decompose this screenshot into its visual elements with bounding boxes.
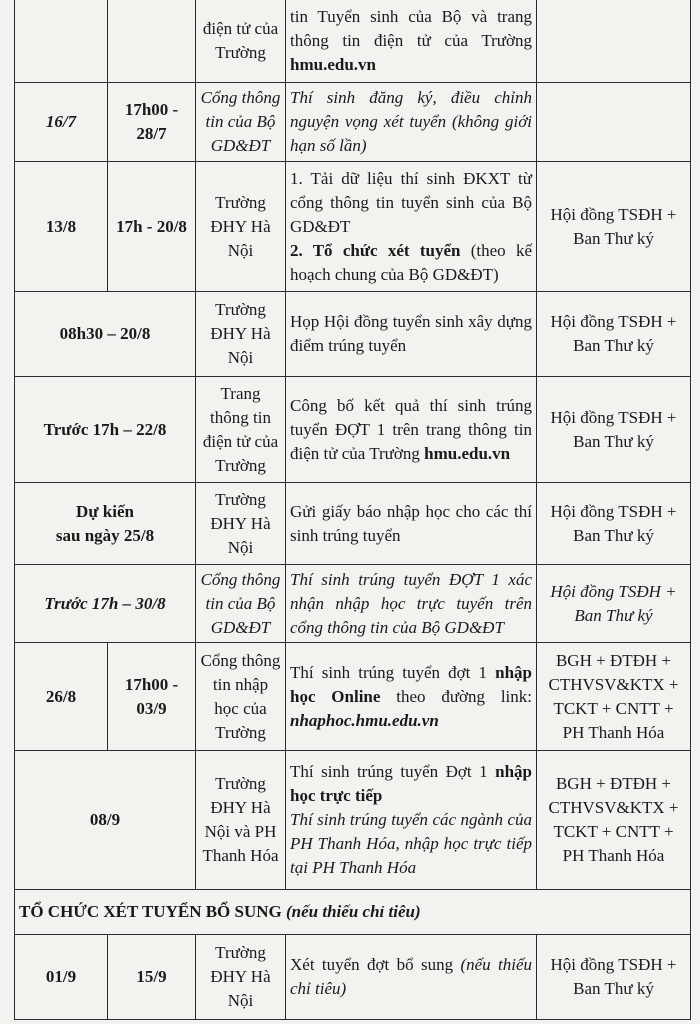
time-cell: 17h00 - 28/7 xyxy=(108,83,196,162)
content-cell: Gửi giấy báo nhập học cho các thí sinh trúng tuyển xyxy=(286,483,537,565)
website-link: hmu.edu.vn xyxy=(290,54,376,74)
content-cell: Thí sinh trúng tuyển ĐỢT 1 xác nhận nhập học trực tuyến trên cổng thông tin của Bộ GD&ĐT xyxy=(286,565,537,643)
place-cell: Cổng thông tin của Bộ GD&ĐT xyxy=(196,565,286,643)
section-header-row xyxy=(15,890,691,935)
table-row xyxy=(15,935,691,1020)
place-cell: điện tử của Trường xyxy=(196,0,286,83)
table-row xyxy=(15,377,691,483)
place-cell: Trường ĐHY Hà Nội xyxy=(196,935,286,1020)
website-link: hmu.edu.vn xyxy=(424,443,511,463)
date-cell: Trước 17h – 22/8 xyxy=(15,377,196,483)
table-row xyxy=(15,162,691,292)
place-cell: Cổng thông tin của Bộ GD&ĐT xyxy=(196,83,286,162)
resp-cell: Hội đồng TSĐH + Ban Thư ký xyxy=(537,162,691,292)
table-row xyxy=(15,751,691,890)
content-cell: tin Tuyển sinh của Bộ và trang thông tin điện tử của Trường hmu.edu.vn xyxy=(286,0,537,83)
table-row xyxy=(15,292,691,377)
date-cell: 13/8 xyxy=(15,162,108,292)
content-cell: Thí sinh đăng ký, điều chỉnh nguyện vọng xét tuyển (không giới hạn số lần) xyxy=(286,83,537,162)
date-cell: Trước 17h – 30/8 xyxy=(15,565,196,643)
date-cell: 08/9 xyxy=(15,751,196,890)
content-cell: Thí sinh trúng tuyển đợt 1 nhập học Online theo đường link: nhaphoc.hmu.edu.vn xyxy=(286,643,537,751)
place-cell: Cổng thông tin nhập học của Trường xyxy=(196,643,286,751)
resp-cell: Hội đồng TSĐH + Ban Thư ký xyxy=(537,565,691,643)
content-cell: Công bố kết quả thí sinh trúng tuyển ĐỢT 1 trên trang thông tin điện tử của Trường hmu.edu.vn xyxy=(286,377,537,483)
time-cell: 17h - 20/8 xyxy=(108,162,196,292)
date-cell: 26/8 xyxy=(15,643,108,751)
table-row xyxy=(15,0,691,83)
schedule-table xyxy=(14,0,691,1020)
content-cell: Thí sinh trúng tuyển Đợt 1 nhập học trực tiếp Thí sinh trúng tuyển các ngành của PH Thanh Hóa, nhập học trực tiếp tại PH Thanh Hóa xyxy=(286,751,537,890)
section-title: TỔ CHỨC XÉT TUYỂN BỔ SUNG (nếu thiếu chỉ tiêu) xyxy=(15,890,691,935)
place-cell: Trường ĐHY Hà Nội xyxy=(196,292,286,377)
time-cell: 17h00 - 03/9 xyxy=(108,643,196,751)
place-cell: Trang thông tin điện tử của Trường xyxy=(196,377,286,483)
enrollment-link: nhaphoc.hmu.edu.vn xyxy=(290,710,439,730)
place-cell: Trường ĐHY Hà Nội và PH Thanh Hóa xyxy=(196,751,286,890)
table-row xyxy=(15,565,691,643)
resp-cell: Hội đồng TSĐH + Ban Thư ký xyxy=(537,483,691,565)
table-row xyxy=(15,83,691,162)
place-cell: Trường ĐHY Hà Nội xyxy=(196,483,286,565)
resp-cell: BGH + ĐTĐH + CTHVSV&KTX + TCKT + CNTT + PH Thanh Hóa xyxy=(537,643,691,751)
resp-cell xyxy=(537,0,691,83)
content-cell: Xét tuyển đợt bổ sung (nếu thiếu chỉ tiêu) xyxy=(286,935,537,1020)
place-cell: Trường ĐHY Hà Nội xyxy=(196,162,286,292)
resp-cell: Hội đồng TSĐH + Ban Thư ký xyxy=(537,935,691,1020)
content-cell: Họp Hội đồng tuyển sinh xây dựng điểm trúng tuyển xyxy=(286,292,537,377)
date-cell: Dự kiến sau ngày 25/8 xyxy=(15,483,196,565)
date-cell: 16/7 xyxy=(15,83,108,162)
content-cell: 1. Tải dữ liệu thí sinh ĐKXT từ cổng thông tin tuyển sinh của Bộ GD&ĐT 2. Tổ chức xét tuyển (theo kế hoạch chung của Bộ GD&ĐT) xyxy=(286,162,537,292)
resp-cell: BGH + ĐTĐH + CTHVSV&KTX + TCKT + CNTT + PH Thanh Hóa xyxy=(537,751,691,890)
resp-cell: Hội đồng TSĐH + Ban Thư ký xyxy=(537,292,691,377)
resp-cell: Hội đồng TSĐH + Ban Thư ký xyxy=(537,377,691,483)
table-row xyxy=(15,483,691,565)
date-cell: 01/9 xyxy=(15,935,108,1020)
time-cell xyxy=(108,0,196,83)
table-row xyxy=(15,643,691,751)
date-cell: 08h30 – 20/8 xyxy=(15,292,196,377)
date-cell xyxy=(15,0,108,83)
resp-cell xyxy=(537,83,691,162)
time-cell: 15/9 xyxy=(108,935,196,1020)
